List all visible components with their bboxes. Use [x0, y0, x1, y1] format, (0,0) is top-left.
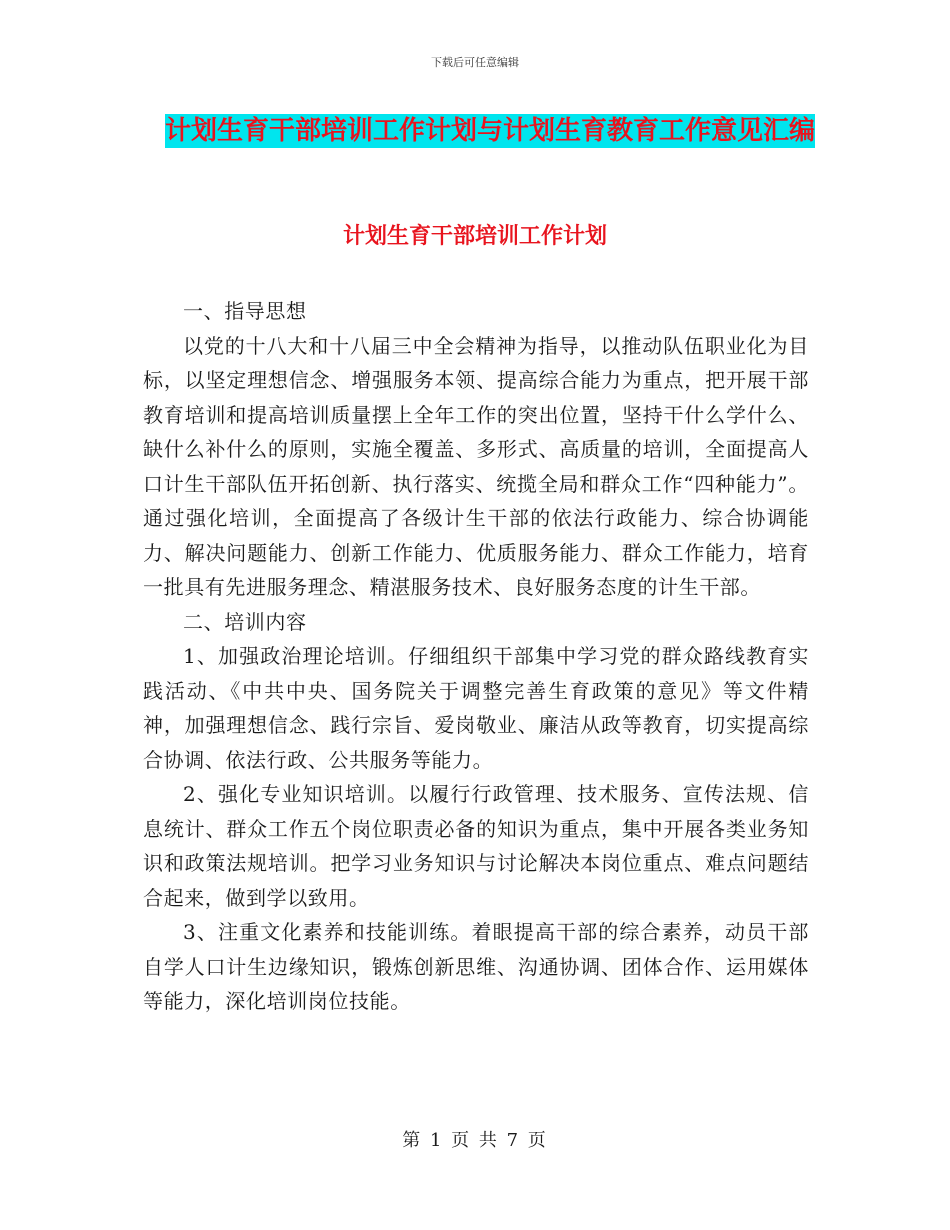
paragraph-cultural-skills: 3、注重文化素养和技能训练。着眼提高干部的综合素养，动员干部自学人口计生边缘知识，锻炼创新思维、沟通协调、团体合作、运用媒体等能力，深化培训岗位技能。 — [143, 920, 809, 1013]
paragraph-guiding-ideology: 以党的十八大和十八届三中全会精神为指导，以推动队伍职业化为目标，以坚定理想信念、增强服务本领、提高综合能力为重点，把开展干部教育培训和提高培训质量摆上全年工作的突出位置，坚持干什么学什么、缺什么补什么的原则，实施全覆盖、多形式、高质量的培训，全面提高人口计生干部队伍开拓创新、执行落实、统揽全局和群众工作“四种能力”。通过强化培训，全面提高了各级计生干部的依法行政能力、综合协调能力、解决问题能力、创新工作能力、优质服务能力、群众工作能力，培育一批具有先进服务理念、精湛服务技术、良好服务态度的计生干部。 — [143, 333, 809, 599]
document-main-title — [140, 108, 840, 154]
header-note: 下载后可任意编辑 — [431, 56, 519, 69]
heading-guiding-ideology: 一、指导思想 — [183, 299, 307, 323]
document-body — [143, 294, 809, 1019]
heading-training-content: 二、培训内容 — [183, 609, 307, 634]
paragraph-political-theory: 1、加强政治理论培训。仔细组织干部集中学习党的群众路线教育实践活动、《中共中央、国务院关于调整完善生育政策的意见》等文件精神，加强理想信念、践行宗旨、爱岗敬业、廉洁从政等教育，切实提高综合协调、依法行政、公共服务等能力。 — [143, 644, 809, 772]
main-title-highlight: 计划生育干部培训工作计划与计划生育教育工作意见汇编 — [164, 116, 815, 146]
section-title: 计划生育干部培训工作计划 — [342, 224, 607, 249]
page-number-footer: 第 1 页 共 7 页 — [402, 1130, 548, 1151]
paragraph-professional-knowledge: 2、强化专业知识培训。以履行行政管理、技术服务、宣传法规、信息统计、群众工作五个岗位职责必备的知识为重点，集中开展各类业务知识和政策法规培训。把学习业务知识与讨论解决本岗位重点、难点问题结合起来，做到学以致用。 — [143, 782, 809, 910]
